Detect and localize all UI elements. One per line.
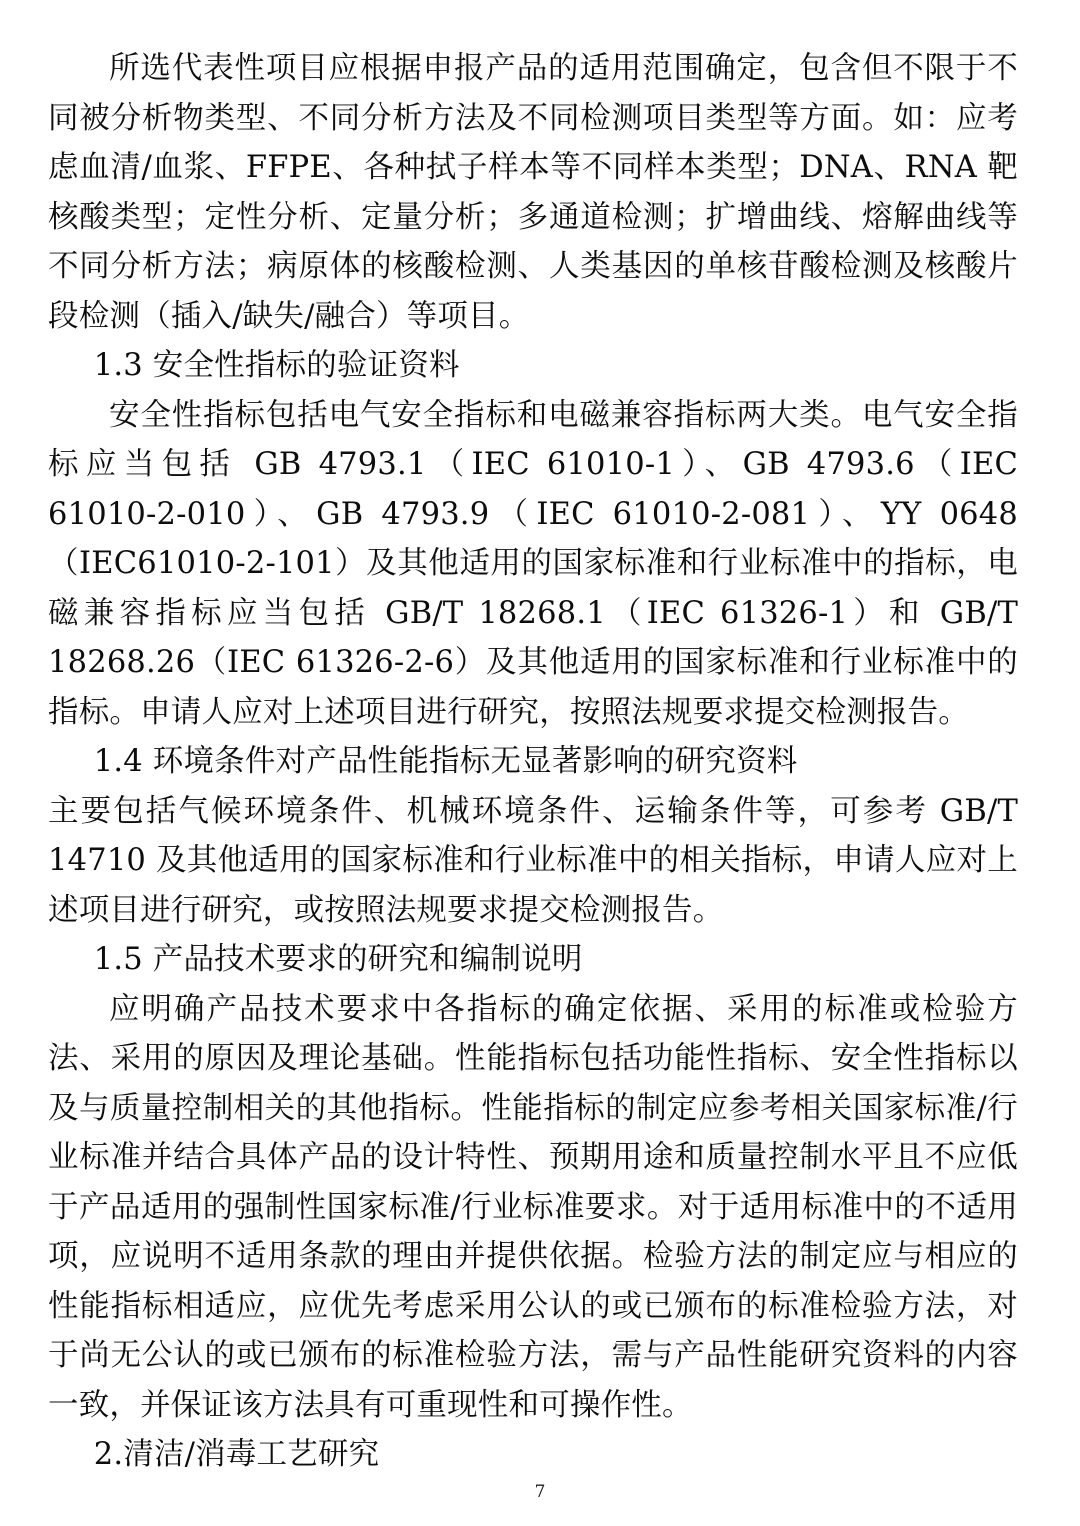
- page-number: 7: [534, 1482, 546, 1502]
- heading-1-5: 1.5 产品技术要求的研究和编制说明: [93, 942, 583, 977]
- paragraph-representative-items: 所选代表性项目应根据申报产品的适用范围确定，包含但不限于不同被分析物类型、不同分析方法及不同检测项目类型等方面。如：应考虑血清/血浆、FFPE、各种拭子样本等不同样本类型；DNA、RNA 靶核酸类型；定性分析、定量分析；多通道检测；扩增曲线、熔解曲线等不同分析方法；病原体的核酸检测、人类基因的单核苷酸检测及核酸片段检测（插入/缺失/融合）等项目。: [48, 51, 1018, 334]
- paragraph-safety-indicators: 安全性指标包括电气安全指标和电磁兼容指标两大类。电气安全指标应当包括 GB 4793.1（IEC 61010-1）、GB 4793.6（IEC 61010-2-010）、GB 4793.9（IEC 61010-2-081）、YY 0648（IEC61010-2-101）及其他适用的国家标准和行业标准中的指标，电磁兼容指标应当包括 GB/T 18268.1（IEC 61326-1）和 GB/T 18268.26（IEC 61326-2-6）及其他适用的国家标准和行业标准中的指标。申请人应对上述项目进行研究，按照法规要求提交检测报告。: [48, 397, 1018, 730]
- paragraph-environmental-conditions: 主要包括气候环境条件、机械环境条件、运输条件等，可参考 GB/T 14710 及其他适用的国家标准和行业标准中的相关指标，申请人应对上述项目进行研究，或按照法规要求提交检测报告。: [48, 793, 1018, 928]
- document-body: [48, 44, 1018, 1480]
- heading-1-3: 1.3 安全性指标的验证资料: [93, 348, 460, 383]
- paragraph-technical-requirements: 应明确产品技术要求中各指标的确定依据、采用的标准或检验方法、采用的原因及理论基础。性能指标包括功能性指标、安全性指标以及与质量控制相关的其他指标。性能指标的制定应参考相关国家标准/行业标准并结合具体产品的设计特性、预期用途和质量控制水平且不应低于产品适用的强制性国家标准/行业标准要求。对于适用标准中的不适用项，应说明不适用条款的理由并提供依据。检验方法的制定应与相应的性能指标相适应，应优先考虑采用公认的或已颁布的标准检验方法，对于尚无公认的或已颁布的标准检验方法，需与产品性能研究资料的内容一致，并保证该方法具有可重现性和可操作性。: [48, 991, 1018, 1423]
- heading-1-4: 1.4 环境条件对产品性能指标无显著影响的研究资料: [93, 744, 798, 779]
- heading-2: 2.清洁/消毒工艺研究: [93, 1437, 380, 1472]
